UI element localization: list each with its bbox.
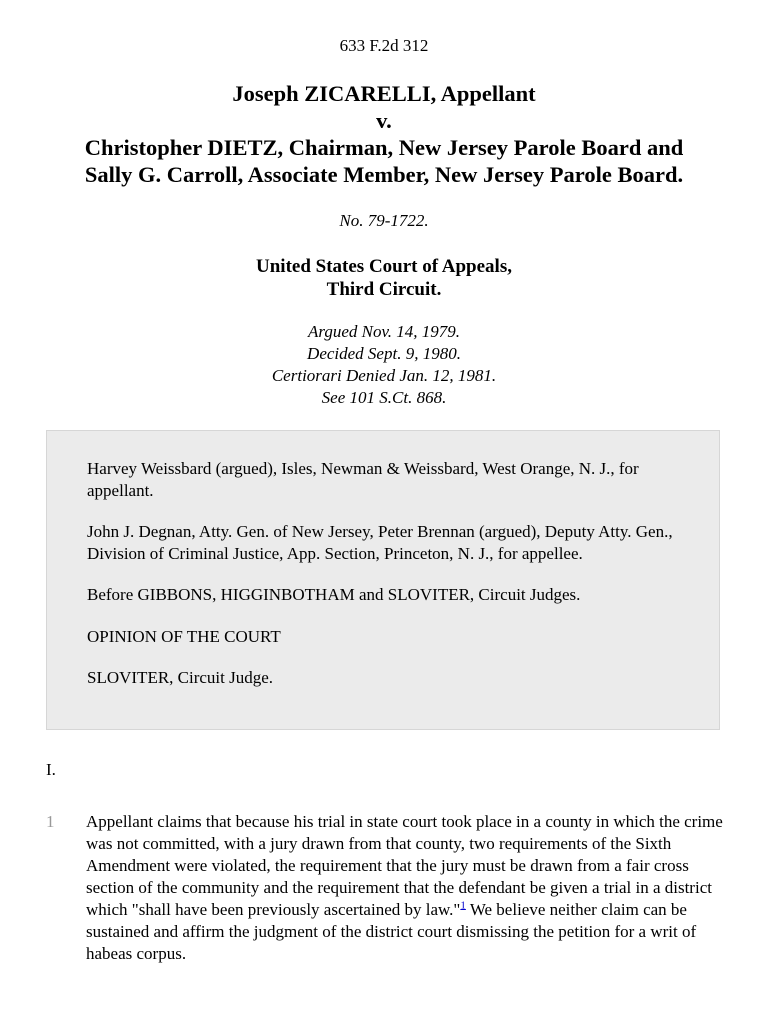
- decided-date: Decided Sept. 9, 1980.: [307, 344, 461, 363]
- case-title-versus: v.: [376, 108, 392, 133]
- section-heading: I.: [46, 760, 56, 779]
- certiorari-date: Certiorari Denied Jan. 12, 1981.: [271, 366, 497, 385]
- argued-date: Argued Nov. 14, 1979.: [307, 322, 461, 341]
- case-title-appellee-line1: Christopher DIETZ, Chairman, New Jersey Parole Board and: [84, 135, 684, 160]
- court-name-line2: Third Circuit.: [326, 279, 442, 300]
- paragraph-text-before: Appellant claims that because his trial in state court took place in a county in which the crime was not committed, with a jury drawn from that county, two requirements of the Sixth Amendment were violated, the requirement that the jury must be drawn from a fair cross section of the community and the requirement that the defendant be given a trial in a district which "shall have been previously ascertained by law.": [86, 812, 723, 919]
- footnote-link[interactable]: 1: [460, 899, 466, 912]
- court-name-line1: United States Court of Appeals,: [256, 256, 512, 277]
- appellee-counsel: John J. Degnan, Atty. Gen. of New Jersey, Peter Brennan (argued), Deputy Atty. Gen., Division of Criminal Justice, App. Section, Princeton, N. J., for appellee.: [87, 522, 673, 563]
- counsel-info-box: [46, 430, 720, 730]
- paragraph-number: 1: [46, 812, 55, 831]
- see-reference: See 101 S.Ct. 868.: [321, 388, 447, 407]
- case-title-appellant: Joseph ZICARELLI, Appellant: [232, 81, 536, 106]
- case-dates: [0, 321, 768, 409]
- case-title: [20, 80, 748, 188]
- judges-panel: Before GIBBONS, HIGGINBOTHAM and SLOVITER, Circuit Judges.: [87, 585, 581, 604]
- court-name: [0, 255, 768, 301]
- opinion-label: OPINION OF THE COURT: [87, 626, 281, 646]
- paragraph-text-after: We believe neither claim can be sustained and affirm the judgment of the district court dismissing the petition for a writ of habeas corpus.: [86, 900, 697, 963]
- paragraph-1: [46, 811, 726, 965]
- docket-number: No. 79-1722.: [339, 211, 429, 230]
- case-title-appellee-line2: Sally G. Carroll, Associate Member, New Jersey Parole Board.: [84, 162, 684, 187]
- case-citation: 633 F.2d 312: [339, 36, 429, 55]
- appellant-counsel: Harvey Weissbard (argued), Isles, Newman & Weissbard, West Orange, N. J., for appellant.: [87, 459, 639, 500]
- opinion-author: SLOVITER, Circuit Judge.: [87, 668, 274, 687]
- paragraph-text: [86, 811, 726, 965]
